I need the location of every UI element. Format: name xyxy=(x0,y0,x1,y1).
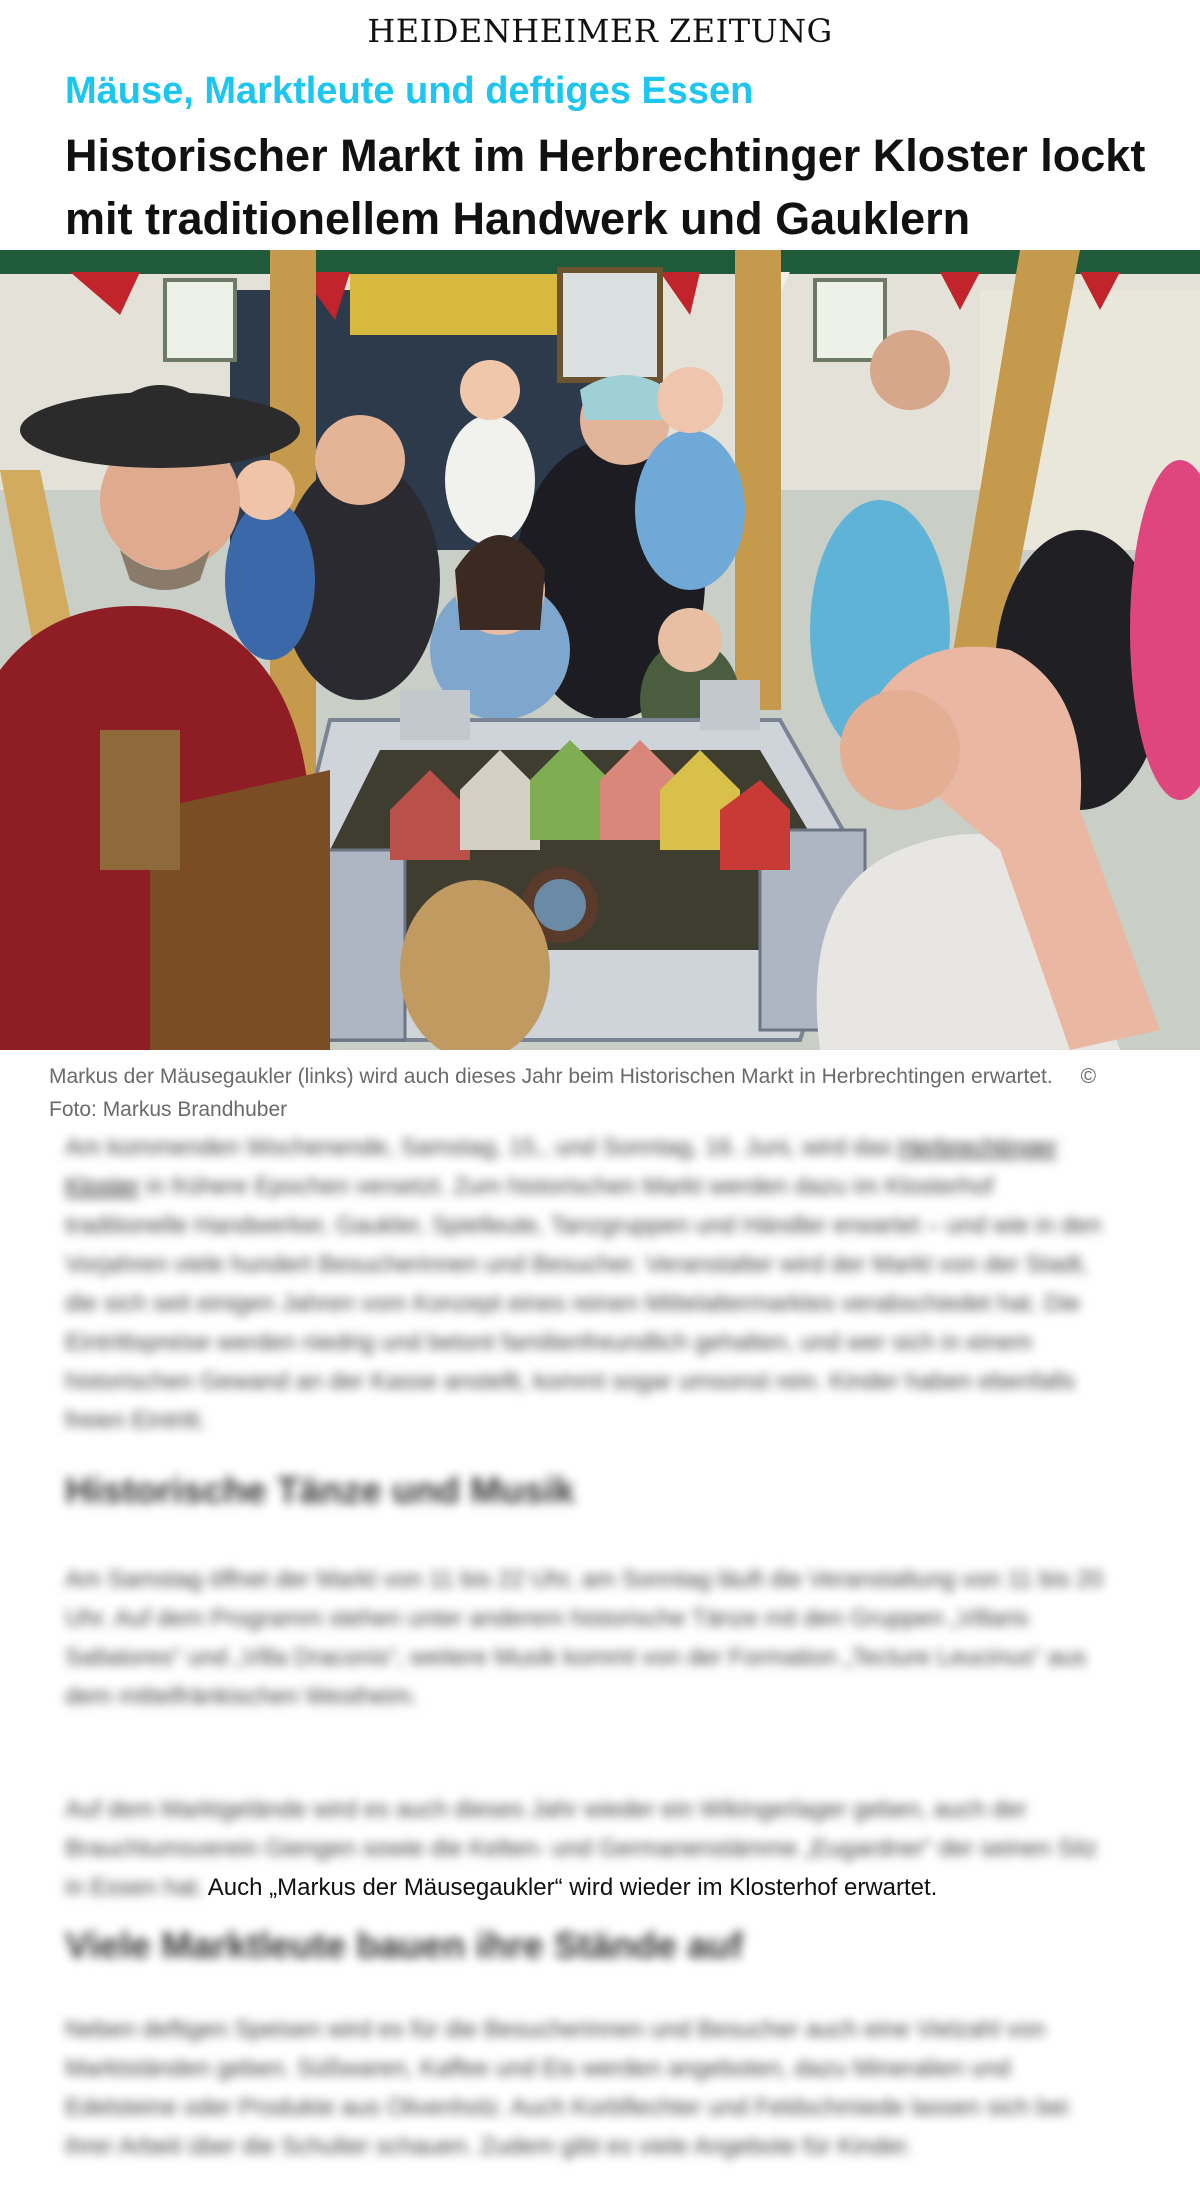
paragraph-text: Am kommenden Wochenende, Samstag, 15., und Sonntag, 16. Juni, wird das xyxy=(65,1134,892,1161)
photo-caption xyxy=(49,1060,1109,1126)
newspaper-logo[interactable]: HEIDENHEIMER ZEITUNG xyxy=(367,12,833,50)
visible-paragraph-text: Auch „Markus der Mäusegaukler“ wird wieder im Klosterhof erwartet. xyxy=(204,1874,942,1901)
paragraph-text: in frühere Epochen versetzt. Zum historischen Markt werden dazu im Klosterhof traditionelle Handwerker, Gaukler, Spielleute, Tanzgruppen und Händler erwartet – und wie in den Vorjahren viele hundert Besucherinnen und Besucher. Veranstalter wird der Markt von der Stadt, die sich seit einigen Jahren vom Konzept eines reinen Mittelaltermarktes verabschiedet hat. Die Eintrittspreise werden niedrig und betont familienfreundlich gehalten, und wer sich in einem historischen Gewand an der Kasse anstellt, kommt sogar umsonst rein. Kinder haben ebenfalls freien Eintritt. xyxy=(65,1173,1102,1434)
caption-text: Markus der Mäusegaukler (links) wird auch dieses Jahr beim Historischen Markt in Herbrechtingen erwartet. xyxy=(49,1065,1053,1088)
photo-credit: © Foto: Markus Brandhuber xyxy=(49,1065,1097,1121)
paragraph-text-blurred: Auf dem Marktgelände wird es auch dieses Jahr wieder ein Wikingerlager geben, auch der Brauchtumsverein Giengen sowie die Kelten- und Germanenstämme „Eugardner“ der seinen Sitz in Essen hat. xyxy=(65,1796,1098,1901)
subheading-blurred: Viele Marktleute bauen ihre Stände auf xyxy=(65,1925,743,1966)
article-paragraph-blurred xyxy=(65,1128,1115,1440)
subheading-blurred: Historische Tänze und Musik xyxy=(65,1470,575,1511)
article-kicker: Mäuse, Marktleute und deftiges Essen xyxy=(65,70,754,112)
article-photo xyxy=(0,250,1200,1050)
article-paragraph-blurred: Am Samstag öffnet der Markt von 11 bis 22 Uhr, am Sonntag läuft die Veranstaltung von 11 bis 20 Uhr. Auf dem Programm stehen unter anderem historische Tänze mit den Gruppen „Villaris Saltatores“ und „Villa Draconis“, weitere Musik kommt von der Formation „Tecture Leucinus“ aus dem mittelfränkischen Westheim. xyxy=(65,1566,1103,1710)
article-paragraph-blurred: Neben deftigen Speisen wird es für die Besucherinnen und Besucher auch eine Vielzahl von Marktständen geben. Süßwaren, Kaffee und Eis werden angeboten, dazu Mineralien und Edelsteine oder Produkte aus Olivenholz. Auch Korbflechter und Feldschmiede lassen sich bei ihrer Arbeit über die Schulter schauen. Zudem gibt es viele Angebote für Kinder. xyxy=(65,2016,1069,2160)
article-headline: Historischer Markt im Herbrechtinger Kloster lockt mit traditionellem Handwerk und Gauklern xyxy=(65,130,1146,244)
article-paragraph-partial xyxy=(65,1790,1115,1907)
kloster-link[interactable]: Herbrechtinger Kloster xyxy=(65,1134,1058,1200)
